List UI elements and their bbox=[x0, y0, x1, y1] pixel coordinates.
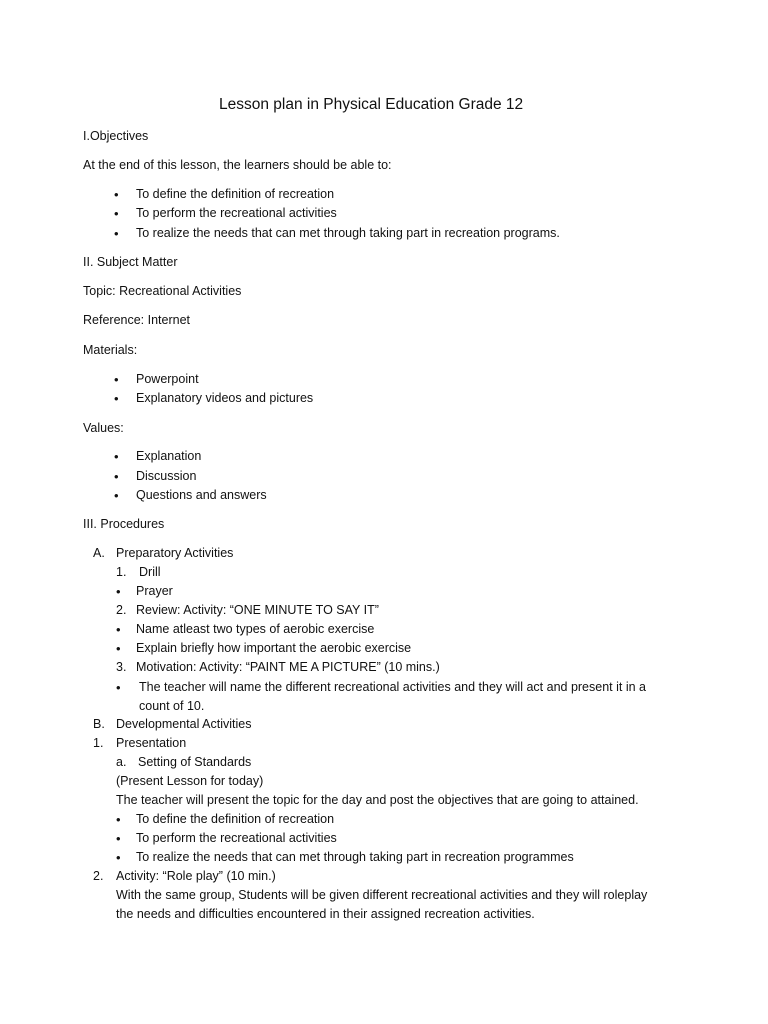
bullet-icon: • bbox=[116, 850, 121, 865]
list-marker: 2. bbox=[116, 603, 127, 617]
standards-item: Setting of Standards bbox=[138, 755, 252, 769]
procedures-heading: III. Procedures bbox=[83, 517, 165, 531]
bullet-icon: • bbox=[116, 584, 121, 599]
material-item: Explanatory videos and pictures bbox=[136, 391, 314, 405]
preparatory-activities-label: Preparatory Activities bbox=[116, 546, 234, 560]
bullet-icon: • bbox=[114, 391, 119, 406]
bullet-icon: • bbox=[114, 187, 119, 202]
objective-item: To realize the needs that can met through taking part in recreation programs. bbox=[136, 226, 560, 240]
review-item: Review: Activity: “ONE MINUTE TO SAY IT” bbox=[136, 603, 379, 617]
bullet-icon: • bbox=[116, 680, 121, 695]
bullet-icon: • bbox=[116, 812, 121, 827]
list-marker: 3. bbox=[116, 660, 127, 674]
material-item: Powerpoint bbox=[136, 372, 199, 386]
present-lesson-line: (Present Lesson for today) bbox=[116, 774, 264, 788]
bullet-icon: • bbox=[116, 622, 121, 637]
list-marker: 2. bbox=[93, 869, 104, 883]
list-marker: 1. bbox=[93, 736, 104, 750]
presentation-item: Presentation bbox=[116, 736, 187, 750]
motivation-text-continued: count of 10. bbox=[139, 699, 205, 713]
bullet-icon: • bbox=[114, 488, 119, 503]
objective-item: To perform the recreational activities bbox=[136, 206, 337, 220]
subject-matter-heading: II. Subject Matter bbox=[83, 255, 178, 269]
motivation-text: The teacher will name the different recreational activities and they will act and present it in a bbox=[139, 680, 646, 694]
value-item: Questions and answers bbox=[136, 488, 267, 502]
objectives-intro: At the end of this lesson, the learners should be able to: bbox=[83, 158, 392, 172]
reference-line: Reference: Internet bbox=[83, 313, 191, 327]
value-item: Explanation bbox=[136, 449, 202, 463]
bullet-icon: • bbox=[114, 469, 119, 484]
roleplay-text-continued: the needs and difficulties encountered in their assigned recreation activities. bbox=[116, 907, 535, 921]
roleplay-item: Activity: “Role play” (10 min.) bbox=[116, 869, 276, 883]
list-marker: B. bbox=[93, 717, 105, 731]
materials-label: Materials: bbox=[83, 343, 138, 357]
list-marker: a. bbox=[116, 755, 127, 769]
review-subitem: Name atleast two types of aerobic exercise bbox=[136, 622, 375, 636]
objective-item: To define the definition of recreation bbox=[136, 187, 335, 201]
topic-line: Topic: Recreational Activities bbox=[83, 284, 242, 298]
list-marker: A. bbox=[93, 546, 105, 560]
motivation-item: Motivation: Activity: “PAINT ME A PICTURE” (10 mins.) bbox=[136, 660, 440, 674]
bullet-icon: • bbox=[114, 226, 119, 241]
roleplay-text: With the same group, Students will be given different recreational activities and they will roleplay bbox=[116, 888, 648, 902]
drill-item: Drill bbox=[139, 565, 161, 579]
bullet-icon: • bbox=[114, 206, 119, 221]
teacher-text: The teacher will present the topic for the day and post the objectives that are going to attained. bbox=[116, 793, 639, 807]
prayer-item: Prayer bbox=[136, 584, 173, 598]
document-title: Lesson plan in Physical Education Grade 12 bbox=[219, 96, 524, 113]
value-item: Discussion bbox=[136, 469, 197, 483]
values-label: Values: bbox=[83, 421, 124, 435]
bullet-icon: • bbox=[114, 372, 119, 387]
presentation-objective: To realize the needs that can met through taking part in recreation programmes bbox=[136, 850, 574, 864]
bullet-icon: • bbox=[116, 831, 121, 846]
list-marker: 1. bbox=[116, 565, 127, 579]
bullet-icon: • bbox=[116, 641, 121, 656]
objectives-heading: I.Objectives bbox=[83, 129, 149, 143]
review-subitem: Explain briefly how important the aerobic exercise bbox=[136, 641, 412, 655]
presentation-objective: To perform the recreational activities bbox=[136, 831, 337, 845]
presentation-objective: To define the definition of recreation bbox=[136, 812, 335, 826]
bullet-icon: • bbox=[114, 449, 119, 464]
developmental-activities-label: Developmental Activities bbox=[116, 717, 252, 731]
